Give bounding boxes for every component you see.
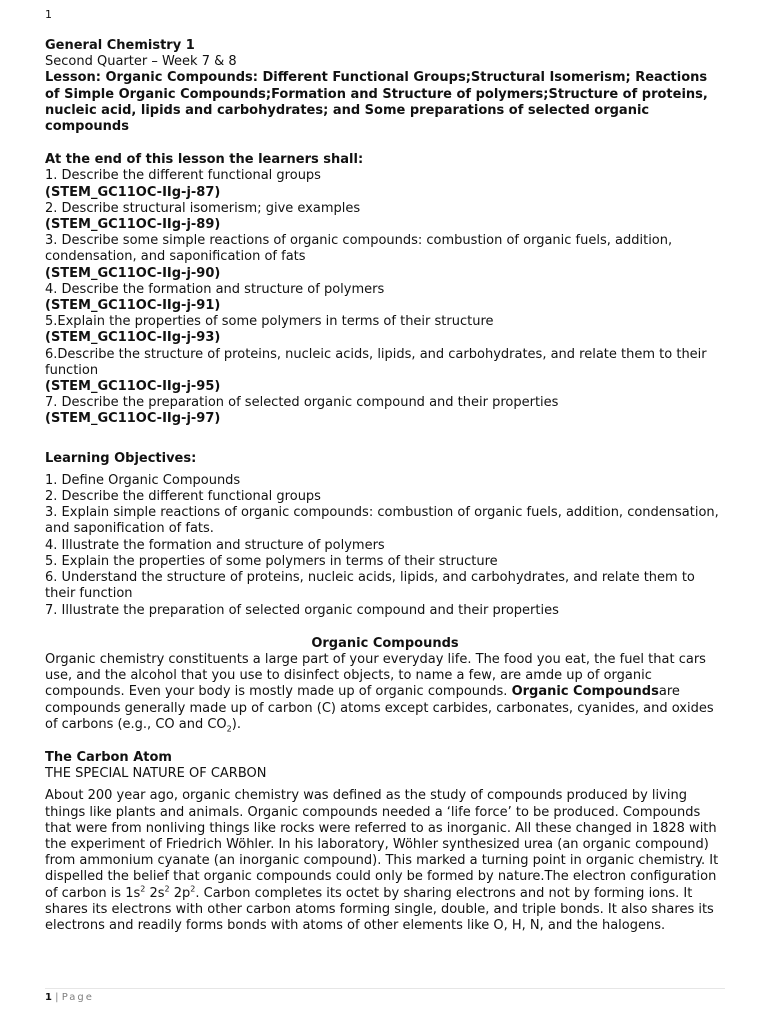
superscript-2p: 2 (190, 884, 196, 894)
objective-item: 7. Illustrate the preparation of selected organic compound and their properties (45, 602, 559, 618)
competency-code: (STEM_GC11OC-IIg-j-95) (45, 379, 221, 395)
objective-item: 3. Explain simple reactions of organic compounds: combustion of organic fuels, addition, condensation, and saponification of fats. (45, 505, 719, 537)
competency-code: (STEM_GC11OC-IIg-j-97) (45, 411, 221, 427)
footer-page-number: 1 (45, 992, 52, 1003)
competency-item: 2. Describe structural isomerism; give examples (45, 200, 361, 216)
objective-item: 1. Define Organic Compounds (45, 472, 241, 488)
page-footer (45, 988, 725, 1003)
carbon-config-2s: 2s (145, 885, 165, 901)
header-page-number: 1 (45, 8, 52, 21)
competency-code: (STEM_GC11OC-IIg-j-90) (45, 265, 221, 281)
carbon-subheading: THE SPECIAL NATURE OF CARBON (45, 766, 267, 782)
superscript-1s: 2 (140, 884, 146, 894)
objective-item: 5. Explain the properties of some polymers in terms of their structure (45, 553, 498, 569)
footer-separator: | (55, 992, 59, 1003)
carbon-config-2p: 2p (169, 885, 191, 901)
organic-compounds-paragraph (45, 652, 725, 733)
objective-item: 4. Illustrate the formation and structure of polymers (45, 537, 385, 553)
competency-item: 3. Describe some simple reactions of organic compounds: combustion of organic fuels, addition, condensation, and saponification of fats (45, 233, 673, 265)
objective-item: 2. Describe the different functional groups (45, 489, 321, 505)
organic-intro-text: Organic chemistry constituents a large part of your everyday life. The food you eat, the fuel that cars use, and the alcohol that you use to disinfect objects, to name a few, are amde up of organic compounds. Even your body is mostly made up of organic compounds. (45, 651, 706, 700)
carbon-text-1: About 200 year ago, organic chemistry was defined as the study of compounds produced by living things like plants and animals. Organic compounds needed a ‘life force’ to be produced. Compounds that were from nonliving things like rocks were referred to as inorganic. All these changed in 1828 with the experiment of Friedrich Wöhler. In his laboratory, Wöhler synthesized urea (an organic compound) from ammonium cyanate (an inorganic compound). This marked a turning point in organic chemistry. It dispelled the belief that organic compounds could only be formed by nature.The electron configuration of carbon is 1s (45, 788, 719, 901)
footer-page-label: Page (61, 992, 94, 1003)
superscript-2s: 2 (164, 884, 170, 894)
organic-definition-end: ). (231, 716, 241, 732)
quarter-label: Second Quarter – Week 7 & 8 (45, 54, 237, 70)
objectives-list (45, 473, 725, 619)
competencies-list (45, 168, 725, 427)
organic-compounds-term: Organic Compounds (511, 684, 659, 700)
carbon-paragraph (45, 788, 725, 934)
competency-code: (STEM_GC11OC-IIg-j-93) (45, 330, 221, 346)
objectives-heading: Learning Objectives: (45, 450, 197, 466)
competency-item: 4. Describe the formation and structure of polymers (45, 281, 385, 297)
competency-item: 7. Describe the preparation of selected organic compound and their properties (45, 395, 559, 411)
section-heading-organic-compounds: Organic Compounds (311, 635, 459, 651)
lesson-title: Lesson: Organic Compounds: Different Functional Groups;Structural Isomerism; Reactions of Simple Organic Compounds;Formation and Structure of polymers;Structure of proteins, nucleic acid, lipids and carbohydrates; and Some preparations of selected organic compounds (45, 70, 708, 135)
carbon-text-2: . Carbon completes its octet by sharing electrons and not by forming ions. It shares its electrons with other carbon atoms forming single, double, and triple bonds. It also shares its electrons and readily forms bonds with atoms of other elements like O, H, N, and the halogens. (45, 885, 714, 933)
course-title: General Chemistry 1 (45, 38, 195, 53)
organic-definition-text: are compounds generally made up of carbon (C) atoms except carbides, carbonates, cyanides, and oxides of carbons (e.g., CO and CO (45, 684, 714, 732)
competency-code: (STEM_GC11OC-IIg-j-89) (45, 217, 221, 233)
competency-code: (STEM_GC11OC-IIg-j-91) (45, 298, 221, 314)
competency-item: 5.Explain the properties of some polymers in terms of their structure (45, 314, 494, 330)
competency-item: 6.Describe the structure of proteins, nucleic acids, lipids, and carbohydrates, and relate them to their function (45, 346, 707, 378)
competency-item: 1. Describe the different functional groups (45, 168, 321, 184)
document-body (45, 38, 725, 934)
subscript-2: 2 (226, 724, 232, 734)
competency-code: (STEM_GC11OC-IIg-j-87) (45, 184, 221, 200)
objective-item: 6. Understand the structure of proteins, nucleic acids, lipids, and carbohydrates, and relate them to their function (45, 570, 695, 602)
competencies-heading: At the end of this lesson the learners shall: (45, 152, 364, 168)
section-heading-carbon-atom: The Carbon Atom (45, 749, 172, 765)
